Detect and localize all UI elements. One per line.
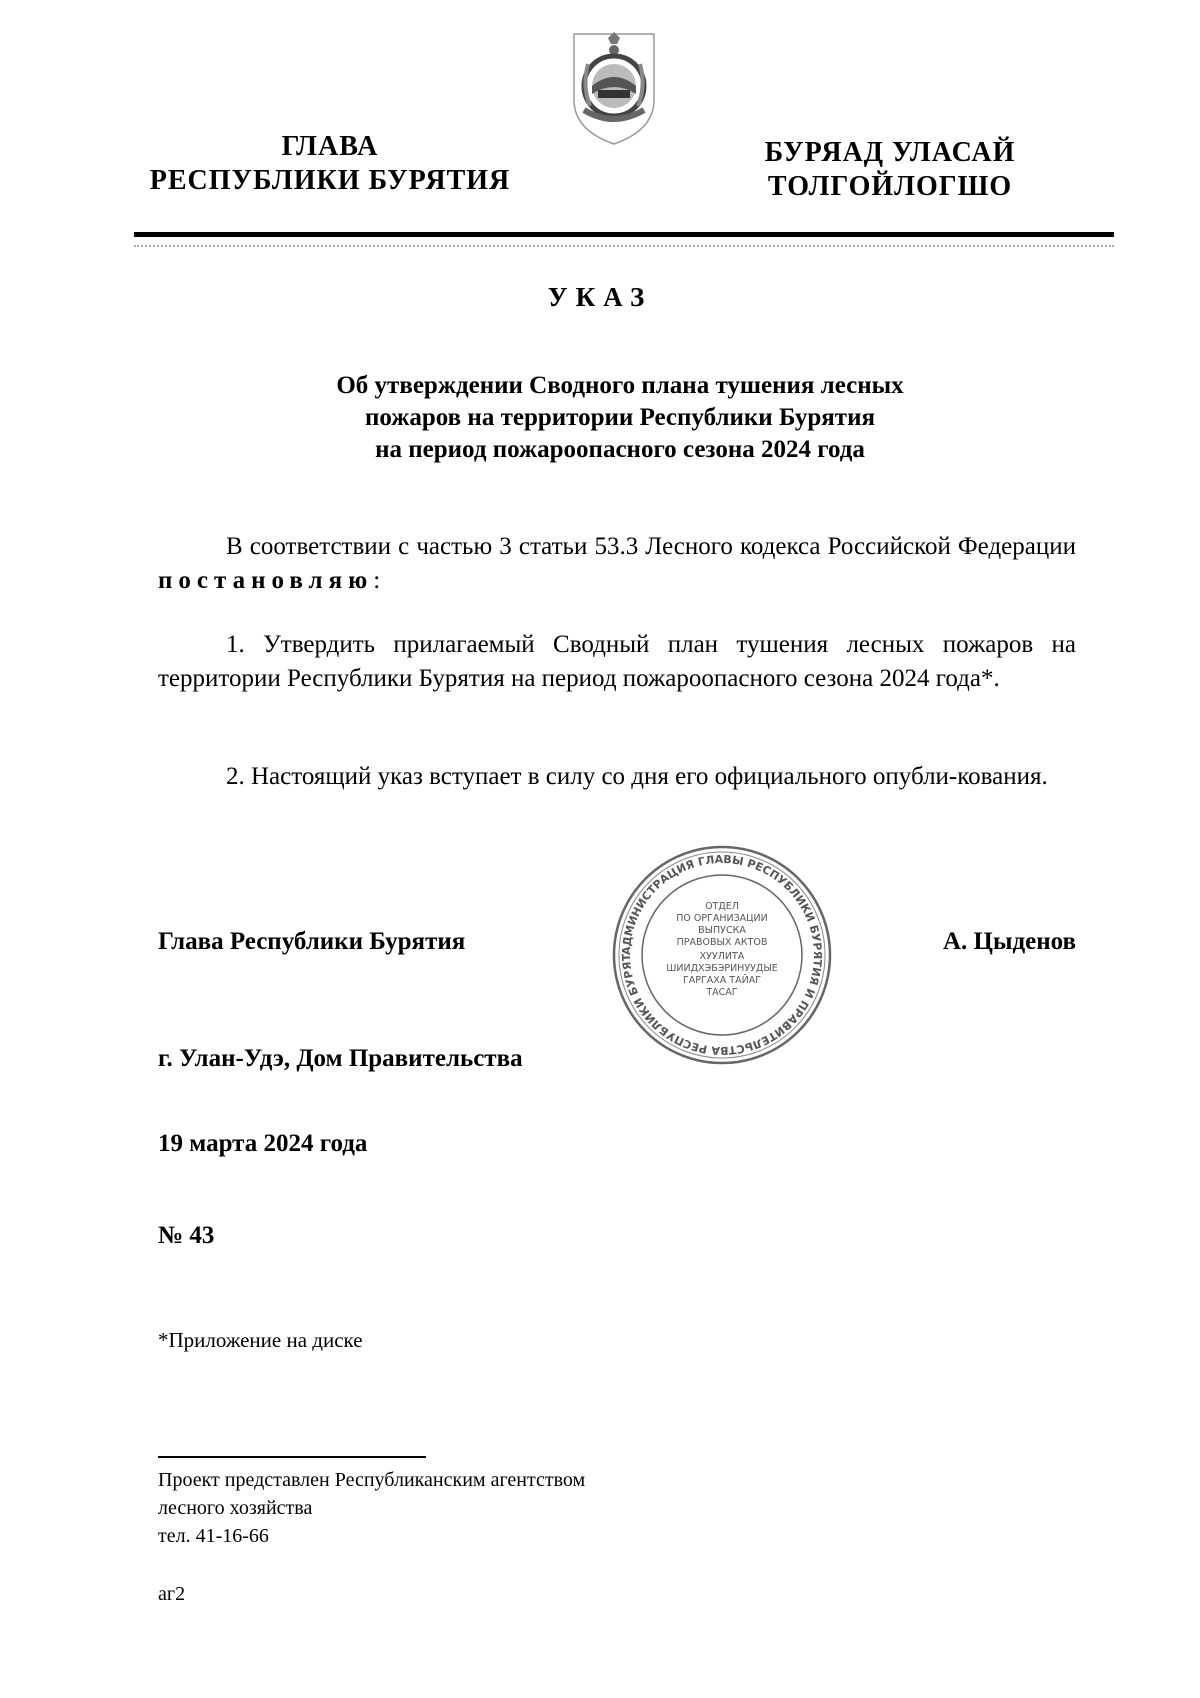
footer-divider [158,1456,426,1458]
seal-line-4: ПРАВОВЫХ АКТОВ [676,937,768,948]
footer-line-3: тел. 41-16-66 [158,1525,269,1547]
document-date: 19 марта 2024 года [158,1130,368,1157]
header-left-line1: ГЛАВА [281,131,379,162]
header-left [110,130,550,198]
document-type: УКАЗ [547,282,653,312]
preamble-emphasis: постановляю [158,567,374,594]
header-right [680,136,1100,204]
title-line-2: пожаров на территории Республики Бурятия [364,404,876,431]
header-right-line1: БУРЯАД УЛАСАЙ [764,137,1016,168]
coat-of-arms-emblem [568,30,660,148]
preamble-text: В соответствии с частью 3 статьи 53.3 Лесного кодекса Российской Федерации [226,533,1076,560]
official-seal [606,845,838,1065]
item-2: 2. Настоящий указ вступает в силу со дня его официального опубли-кования. [226,763,1048,790]
item-1: 1. Утвердить прилагаемый Сводный план тушения лесных пожаров на территории Республики Бурятия на период пожароопасного сезона 2024 года*. [158,631,1076,692]
header-divider-thick [134,232,1114,237]
preamble [158,530,1076,598]
footer-line-2: лесного хозяйства [158,1497,313,1519]
footer-code: аг2 [158,1583,186,1605]
seal-line-1: ОТДЕЛ [705,901,739,912]
preamble-suffix: : [373,567,381,594]
seal-line-6: ШИИДХЭБЭРИНУУДЫЕ [666,963,778,974]
header-divider-thin [134,245,1114,247]
signature-name: А. Цыденов [942,928,1076,955]
seal-line-7: ГАРГАХА ТАЙАГ [682,975,762,986]
signature-position: Глава Республики Бурятия [158,928,466,955]
header-right-line2: ТОЛГОЙЛОГШО [767,171,1013,202]
footer-info [158,1466,585,1550]
seal-ring-text: АДМИНИСТРАЦИЯ ГЛАВЫ РЕСПУБЛИКИ БУРЯТИЯ И ПРАВИТЕЛЬСТВА РЕСПУБЛИКИ БУРЯТ [619,852,825,1058]
seal-line-8: ТАСАГ [706,987,738,998]
title-line-3: на период пожароопасного сезона 2024 года [375,436,865,463]
footnote: *Приложение на диске [158,1328,363,1352]
title-line-1: Об утверждении Сводного плана тушения лесных [336,372,904,399]
seal-line-5: ХУУЛИТА [699,951,745,962]
header-left-line2: РЕСПУБЛИКИ БУРЯТИЯ [149,165,511,196]
seal-line-2: ПО ОРГАНИЗАЦИИ [676,913,768,924]
footer-line-1: Проект представлен Республиканским агентством [158,1469,586,1491]
document-title [180,370,1060,466]
document-place: г. Улан-Удэ, Дом Правительства [158,1045,523,1072]
document-number: № 43 [158,1222,215,1249]
seal-line-3: ВЫПУСКА [698,925,746,936]
